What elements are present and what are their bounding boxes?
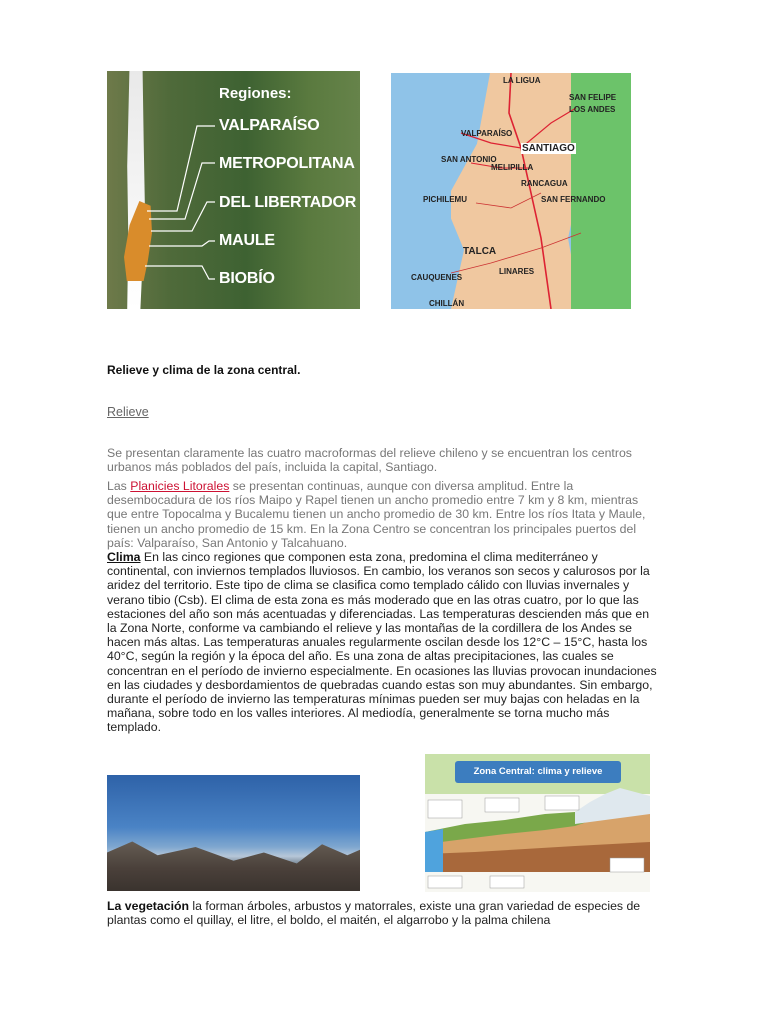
map-city-label: LA LIGUA: [503, 76, 541, 85]
planicies-prefix: Las: [107, 479, 131, 493]
planicies-litorales-link[interactable]: Planicies Litorales: [130, 479, 230, 493]
mountain-landscape-photo: [107, 775, 360, 891]
central-chile-road-map: [391, 73, 631, 309]
clima-paragraph: [107, 550, 662, 735]
map-city-label: CHILLÁN: [429, 299, 465, 308]
diagram-title: Zona Central: clima y relieve: [455, 761, 621, 783]
map-city-label: RANCAGUA: [521, 179, 568, 188]
page-title: Relieve y clima de la zona central.: [107, 363, 301, 377]
region-label: MAULE: [219, 232, 275, 249]
map-city-label: LOS ANDES: [569, 105, 616, 114]
map-city-label: CAUQUENES: [411, 273, 463, 282]
planicies-text: se presentan continuas, aunque con diversa amplitud. Entre la desembocadura de los ríos Maipo y Rapel tienen un ancho promedio entre 7 km y 8 km, mientras que entre Topocalma y Bucalemu tienen un ancho promedio de 30 km. Entre los ríos Itata y Maule, tienen un ancho promedio de 15 km. En la Zona Centro se concentran los principales puertos del país: Valparaíso, San Antonio y Talcahuano.: [107, 479, 646, 550]
map-city-label: SAN FERNANDO: [541, 195, 606, 204]
relieve-link[interactable]: Relieve: [107, 405, 149, 419]
regions-map-image: [107, 71, 360, 309]
map-city-label: SANTIAGO: [522, 143, 575, 154]
vegetacion-label: La vegetación: [107, 899, 190, 913]
map-city-label: SAN ANTONIO: [441, 155, 497, 164]
region-label: METROPOLITANA: [219, 155, 355, 172]
vegetacion-paragraph: [107, 899, 662, 927]
map-city-label: LINARES: [499, 267, 535, 276]
map-city-label: SAN FELIPE: [569, 93, 617, 102]
region-label: BIOBÍO: [219, 270, 275, 287]
relief-cross-section: [425, 754, 650, 892]
vegetacion-text: la forman árboles, arbustos y matorrales, existe una gran variedad de especies de plantas como el quillay, el litre, el boldo, el maitén, el algarrobo y la palma chilena: [107, 899, 641, 928]
rocky-foreground: [107, 836, 360, 891]
map-city-label: MELIPILLA: [491, 163, 534, 172]
intro-paragraph: Se presentan claramente las cuatro macroformas del relieve chileno y se encuentran los centros urbanos más poblados del país, incluida la capital, Santiago.: [107, 446, 632, 475]
regions-heading: Regiones:: [219, 85, 292, 102]
planicies-paragraph: [107, 479, 662, 550]
clima-label: Clima: [107, 550, 141, 564]
clima-text: En las cinco regiones que componen esta zona, predomina el clima mediterráneo y continental, con inviernos templados lluviosos. En cambio, los veranos son secos y calurosos por la aridez del territorio. Este tipo de clima se clasifica como templado cálido con lluvias invernales y verano tibio (Csb). El clima de esta zona es más moderado que en las otras cuatro, por lo que las estaciones del año son más acentuadas y diferenciadas. Las temperaturas descienden más que en la Zona Norte, conforme va cambiando el relieve y las montañas de la cordillera de los Andes se hacen más altas. Las temperaturas anuales regularmente oscilan desde los 12°C – 15°C, hasta los 40°C, según la región y la época del año. Es una zona de altas precipitaciones, las cuales se concentran en el período de invierno especialmente. En ocasiones las lluvias provocan inundaciones en las ciudades y desbordamientos de quebradas cuando estas son muy abundantes. Sin embargo, durante el período de invierno las temperaturas mínimas pueden ser muy bajas con heladas en la mañana, sobre todo en los valles interiores. Al mediodía, generalmente se torna mucho más templado.: [107, 550, 657, 735]
map-city-label: VALPARAÍSO: [461, 129, 513, 138]
region-label: DEL LIBERTADOR: [219, 194, 357, 211]
region-label: VALPARAÍSO: [219, 117, 320, 134]
map-city-label: PICHILEMU: [423, 195, 467, 204]
relief-climate-diagram: [425, 754, 650, 892]
map-city-label: TALCA: [463, 246, 497, 257]
